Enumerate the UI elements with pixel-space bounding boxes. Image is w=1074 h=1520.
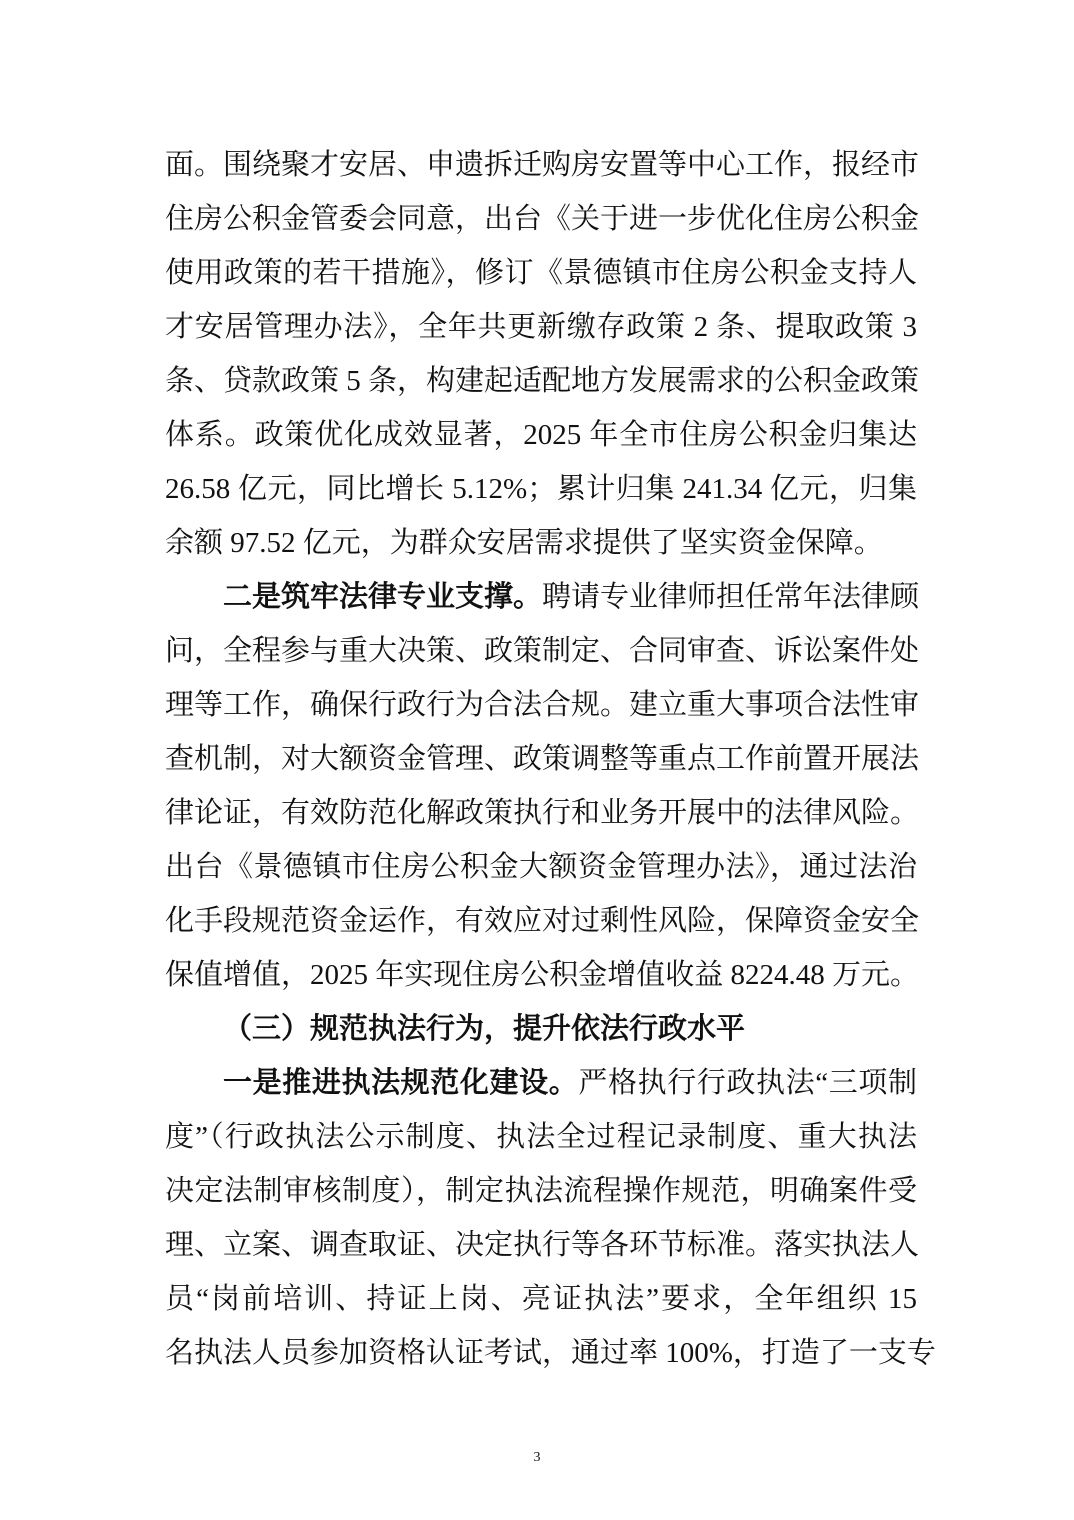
line-text: 问，全程参与重大决策、政策制定、合同审查、诉讼案件处	[165, 635, 920, 667]
document-body	[165, 140, 936, 1382]
line-text: 26.58 亿元，同比增长 5.12%；累计归集 241.34 亿元，归集	[165, 473, 917, 505]
text-line	[165, 248, 917, 302]
line-text: 查机制，对大额资金管理、政策调整等重点工作前置开展法	[165, 743, 920, 775]
line-text: 体系。政策优化成效显著，2025 年全市住房公积金归集达	[165, 419, 917, 451]
text-line	[165, 410, 917, 464]
text-line	[165, 464, 917, 518]
page-number: 3	[533, 1450, 541, 1465]
text-line	[165, 194, 920, 248]
line-text: 律论证，有效防范化解政策执行和业务开展中的法律风险。	[165, 797, 920, 829]
line-text: 聘请专业律师担任常年法律顾	[542, 581, 920, 613]
line-text: 才安居管理办法》，全年共更新缴存政策 2 条、提取政策 3	[165, 311, 917, 343]
text-line	[165, 572, 920, 626]
text-line	[165, 1328, 936, 1382]
text-line	[165, 356, 920, 410]
line-text: 员“岗前培训、持证上岗、亮证执法”要求，全年组织 15	[165, 1283, 917, 1315]
line-text: 条、贷款政策 5 条，构建起适配地方发展需求的公积金政策	[165, 365, 920, 397]
line-text: 理等工作，确保行政行为合法合规。建立重大事项合法性审	[165, 689, 920, 721]
text-line	[165, 1166, 917, 1220]
line-text: 住房公积金管委会同意，出台《关于进一步优化住房公积金	[165, 203, 920, 235]
text-line	[165, 896, 920, 950]
line-text: 决定法制审核制度），制定执法流程操作规范，明确案件受	[165, 1175, 917, 1207]
line-text: 出台《景德镇市住房公积金大额资金管理办法》，通过法治	[165, 851, 917, 883]
line-text: 保值增值，2025 年实现住房公积金增值收益 8224.48 万元。	[165, 959, 920, 991]
text-line	[165, 1004, 917, 1058]
bold-lead: 一是推进执法规范化建设。	[223, 1067, 579, 1099]
text-line	[165, 950, 920, 1004]
text-line	[165, 680, 920, 734]
line-text: 严格执行行政执法“三项制	[578, 1067, 917, 1099]
text-line	[165, 626, 920, 680]
line-text: 度”（行政执法公示制度、执法全过程记录制度、重大执法	[165, 1121, 917, 1153]
line-text: 化手段规范资金运作，有效应对过剩性风险，保障资金安全	[165, 905, 920, 937]
text-line	[165, 734, 920, 788]
text-line	[165, 788, 920, 842]
bold-lead: （三）规范执法行为，提升依法行政水平	[223, 1013, 746, 1045]
text-line	[165, 140, 920, 194]
text-line	[165, 1220, 920, 1274]
text-line	[165, 1112, 917, 1166]
line-text: 面。围绕聚才安居、申遗拆迁购房安置等中心工作，报经市	[165, 149, 920, 181]
line-text: 余额 97.52 亿元，为群众安居需求提供了坚实资金保障。	[165, 527, 883, 559]
bold-lead: 二是筑牢法律专业支撑。	[223, 581, 543, 613]
text-line	[165, 302, 917, 356]
text-line	[165, 518, 917, 572]
text-line	[165, 1274, 917, 1328]
line-text: 名执法人员参加资格认证考试，通过率 100%，打造了一支专	[165, 1337, 936, 1369]
line-text: 使用政策的若干措施》，修订《景德镇市住房公积金支持人	[165, 257, 917, 289]
text-line	[165, 842, 917, 896]
text-line	[165, 1058, 917, 1112]
line-text: 理、立案、调查取证、决定执行等各环节标准。落实执法人	[165, 1229, 920, 1261]
